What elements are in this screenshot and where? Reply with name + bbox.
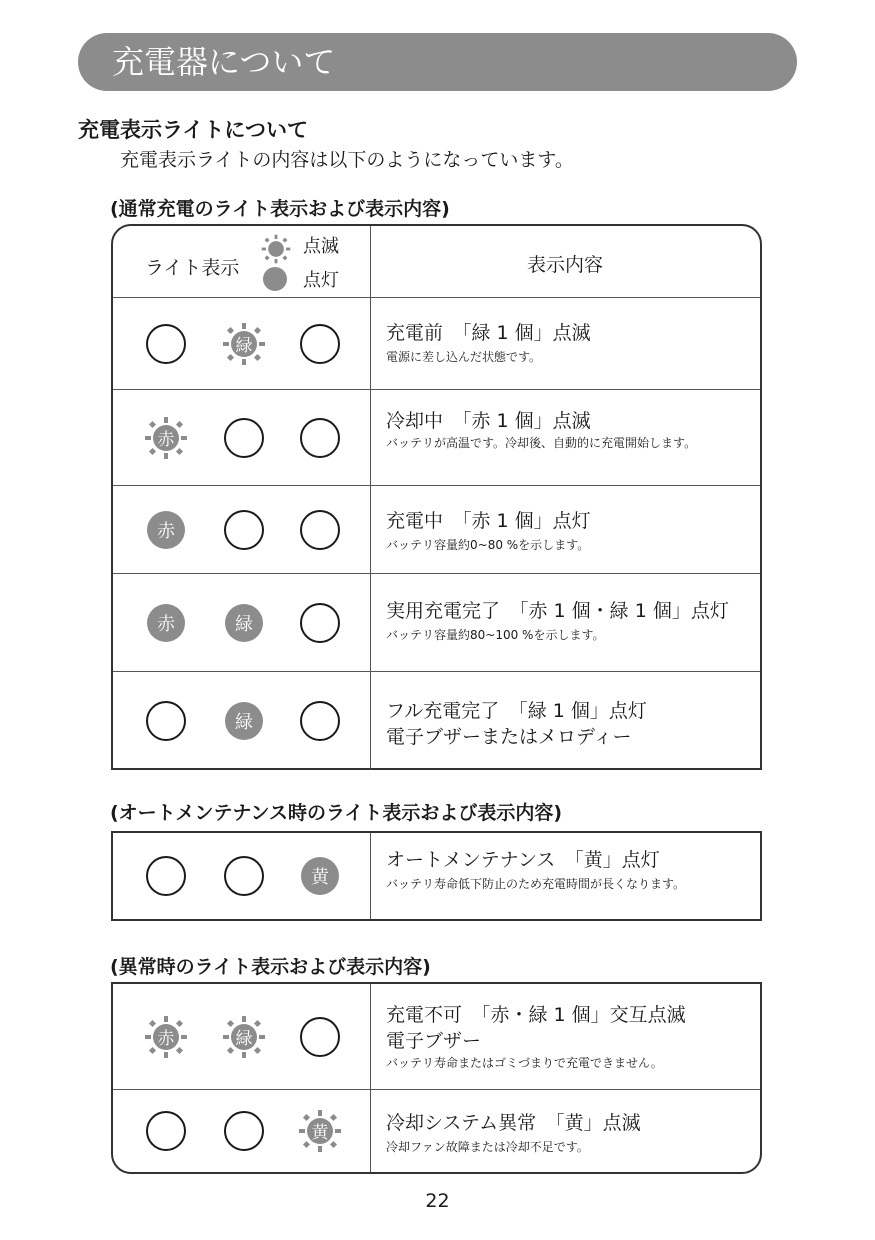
caption-maintenance: (オートメンテナンス時のライト表示および表示内容) [110, 802, 563, 824]
row-title: 冷却中 「赤 1 個」点滅 [386, 410, 591, 432]
legend-blink-label: 点滅 [303, 236, 339, 257]
lamp-blink-icon [145, 417, 187, 459]
svg-text:赤: 赤 [157, 520, 175, 542]
legend-on-label: 点灯 [303, 270, 339, 291]
lamp-off-icon [299, 602, 341, 644]
row-description: バッテリ容量約80~100 %を示します。 [386, 628, 605, 642]
maintenance-table [111, 831, 762, 921]
blink-legend-icon [261, 234, 291, 268]
row-description: 電源に差し込んだ状態です。 [386, 350, 542, 364]
lamp-blink-icon [223, 323, 265, 365]
row-title-2: 電子ブザー [386, 1030, 482, 1052]
lights-header-label: ライト表示 [145, 257, 240, 279]
table-row [113, 297, 760, 389]
lamp-off-icon [145, 855, 187, 897]
table-row [113, 389, 760, 485]
lamp-off-icon [299, 323, 341, 365]
lamp-on-icon [299, 855, 341, 897]
lamp-blink-icon [223, 1016, 265, 1058]
row-title: フル充電完了 「緑 1 個」点灯 [386, 700, 647, 722]
normal-charge-table [111, 224, 762, 770]
lamp-off-icon [145, 1110, 187, 1152]
lamp-off-icon [299, 417, 341, 459]
row-title: 充電前 「緑 1 個」点滅 [386, 322, 591, 344]
table-row [113, 833, 760, 919]
content-header-label: 表示内容 [526, 254, 603, 276]
lamp-off-icon [299, 509, 341, 551]
svg-text:緑: 緑 [235, 613, 253, 635]
lamp-off-icon [223, 1110, 265, 1152]
svg-text:緑: 緑 [235, 335, 253, 356]
row-description: バッテリ容量約0~80 %を示します。 [386, 538, 590, 552]
row-title: 冷却システム異常 「黄」点滅 [386, 1112, 641, 1134]
lamp-blink-icon [299, 1110, 341, 1152]
table-header [113, 226, 760, 297]
row-title: 充電中 「赤 1 個」点灯 [386, 510, 591, 532]
blink-lamp-icon [261, 234, 291, 264]
svg-text:赤: 赤 [157, 613, 175, 635]
lamp-on-icon [145, 602, 187, 644]
row-description: バッテリが高温です。冷却後、自動的に充電開始します。 [386, 436, 697, 450]
table-row [113, 671, 760, 769]
row-title: 充電不可 「赤・緑 1 個」交互点滅 [386, 1004, 686, 1026]
row-title: オートメンテナンス 「黄」点灯 [386, 849, 660, 871]
lamp-off-icon [145, 323, 187, 365]
lamp-blink-icon [145, 1016, 187, 1058]
row-description: バッテリ寿命低下防止のため充電時間が長くなります。 [386, 877, 686, 891]
svg-text:緑: 緑 [235, 1028, 253, 1049]
lamp-off-icon [145, 700, 187, 742]
lamp-on-icon [223, 602, 265, 644]
lamp-on-icon [145, 509, 187, 551]
svg-text:黄: 黄 [311, 1123, 329, 1143]
page-title-banner [78, 33, 797, 91]
intro-text: 充電表示ライトの内容は以下のようになっています。 [120, 149, 574, 171]
row-description: バッテリ寿命またはゴミづまりで充電できません。 [386, 1056, 663, 1070]
row-description: 冷却ファン故障または冷却不足です。 [386, 1140, 589, 1154]
row-title: 実用充電完了 「赤 1 個・緑 1 個」点灯 [386, 600, 729, 622]
caption-normal: (通常充電のライト表示および表示内容) [110, 198, 450, 220]
lamp-off-icon [299, 700, 341, 742]
svg-text:黄: 黄 [311, 867, 329, 888]
section-title: 充電表示ライトについて [78, 118, 308, 142]
lamp-off-icon [223, 509, 265, 551]
page-title: 充電器について [112, 43, 336, 81]
abnormal-table [111, 982, 762, 1174]
svg-text:緑: 緑 [235, 711, 253, 733]
lamp-off-icon [299, 1016, 341, 1058]
lamp-off-icon [223, 417, 265, 459]
caption-abnormal: (異常時のライト表示および表示内容) [110, 956, 431, 978]
table-row [113, 485, 760, 573]
table-row [113, 573, 760, 671]
table-row [113, 1089, 760, 1172]
table-row [113, 984, 760, 1089]
lamp-off-icon [223, 855, 265, 897]
svg-text:赤: 赤 [157, 429, 175, 450]
lamp-on-icon [223, 700, 265, 742]
on-legend-icon [261, 265, 289, 297]
row-title-2: 電子ブザーまたはメロディー [386, 726, 632, 748]
svg-text:赤: 赤 [157, 1028, 175, 1049]
page-number: 22 [425, 1190, 450, 1212]
